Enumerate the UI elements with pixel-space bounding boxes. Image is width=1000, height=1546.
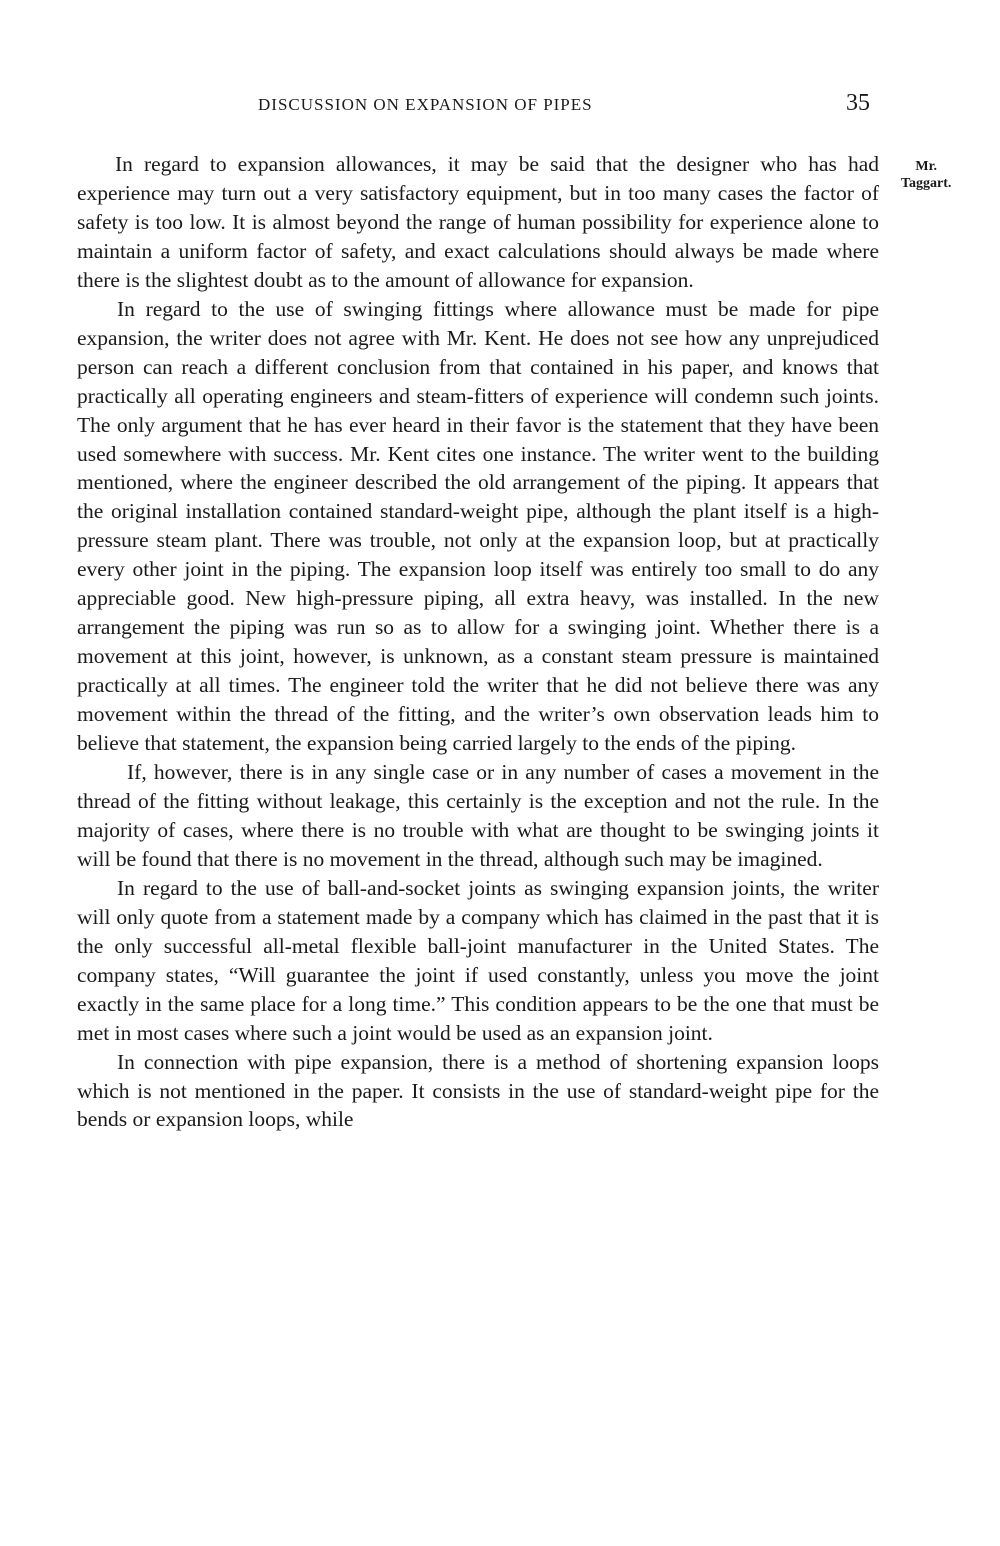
margin-note-speaker [901,158,951,192]
margin-note-line-1: Mr. [915,159,938,174]
paragraph-2: In regard to the use of swinging fittings where allowance must be made for pipe expansion, the writer does not agree with Mr. Kent. He does not see how any unprejudiced person can reach a different conclusion from that contained in his paper, and knows that practically all operating engineers and steam-fitters of experience will condemn such joints. The only argument that he has ever heard in their favor is the statement that they have been used somewhere with success. Mr. Kent cites one instance. The writer went to the building mentioned, where the engineer described the old arrangement of the piping. It appears that the original installation contained standard-weight pipe, although the plant itself is a high-pressure steam plant. There was trouble, not only at the expansion loop, but at practically every other joint in the piping. The expansion loop itself was entirely too small to do any appreciable good. New high-pressure piping, all extra heavy, was installed. In the new arrangement the piping was run so as to allow for a swinging joint. Whether there is a movement at this joint, however, is unknown, as a constant steam pressure is maintained practically at all times. The engineer told the writer that he did not believe there was any movement within the thread of the fitting, and the writer’s own observation leads him to believe that statement, the expansion being carried largely to the ends of the piping. [77,296,879,756]
page-number: 35 [846,90,870,116]
paragraph-5: In connection with pipe expansion, there is a method of shortening expansion loops which is not mentioned in the paper. It consists in the use of standard-weight pipe for the bends or expansion loops, while [77,1049,879,1132]
paragraph-4: In regard to the use of ball-and-socket joints as swinging expansion joints, the writer will only quote from a statement made by a company which has claimed in the past that it is the only successful all-metal flexible ball-joint manufacturer in the United States. The company states, “Will guarantee the joint if used constantly, unless you move the joint exactly in the same place for a long time.” This condition appears to be the one that must be met in most cases where such a joint would be used as an expansion joint. [77,875,879,1045]
body-text [77,150,879,1134]
paragraph-3: If, however, there is in any single case or in any number of cases a movement in the thread of the fitting without leakage, this certainly is the exception and not the rule. In the majority of cases, where there is no trouble with what are thought to be swinging joints it will be found that there is no movement in the thread, although such may be imagined. [77,760,879,871]
margin-note-line-2: Taggart. [901,176,952,191]
running-head-title: DISCUSSION ON EXPANSION OF PIPES [258,95,593,114]
paragraph-1: In regard to expansion allowances, it may be said that the designer who has had experience may turn out a very satisfactory equipment, but in too many cases the factor of safety is too low. It is almost beyond the range of human possibility for experience alone to maintain a uniform factor of safety, and exact calculations should always be made where there is the slightest doubt as to the amount of allowance for expansion. [77,152,879,292]
